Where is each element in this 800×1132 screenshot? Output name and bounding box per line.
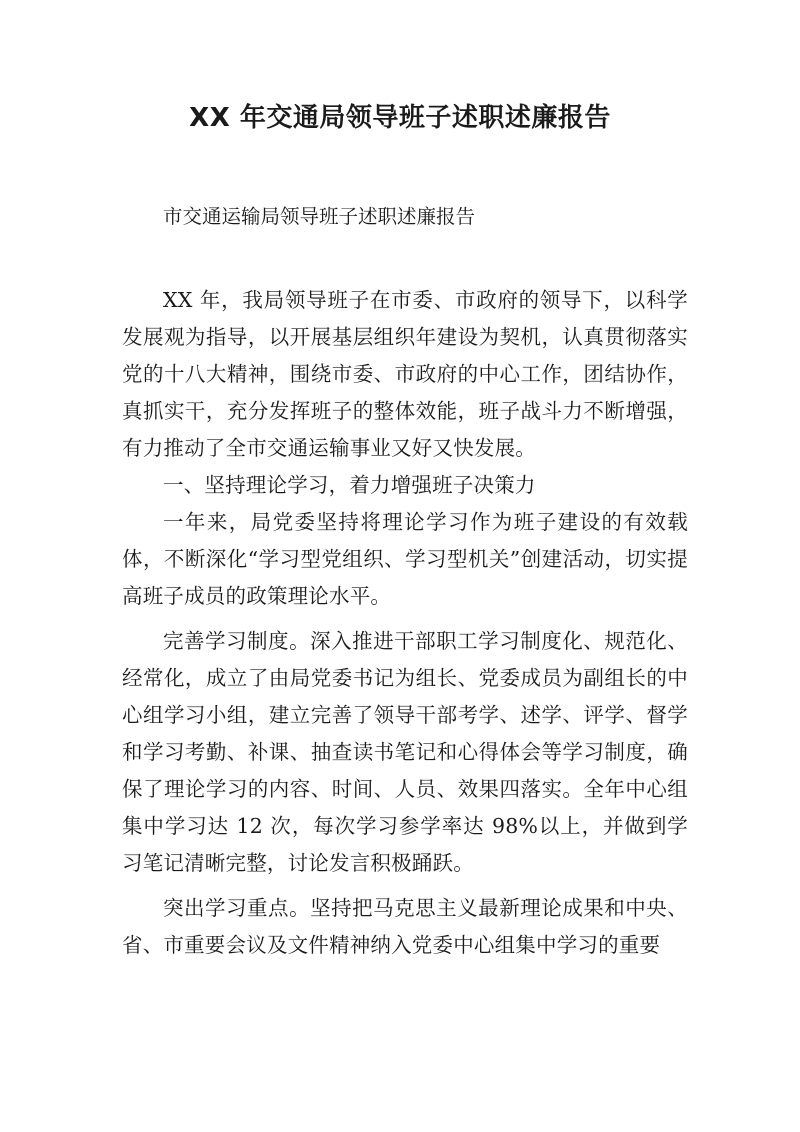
section-heading-1: 一、坚持理论学习，着力增强班子决策力 xyxy=(163,473,536,497)
paragraph-section-1-intro: 一年来，局党委坚持将理论学习作为班子建设的有效载体，不断深化“学习型党组织、学习型机关”创建活动，切实提高班子成员的政策理论水平。 xyxy=(122,510,688,608)
paragraph-study-system: 完善学习制度。深入推进干部职工学习制度化、规范化、经常化，成立了由局党委书记为组长、党委成员为副组长的中心组学习小组，建立完善了领导干部考学、述学、评学、督学和学习考勤、补课、抽查读书笔记和心得体会等学习制度，确保了理论学习的内容、时间、人员、效果四落实。全年中心组集中学习达 12 次，每次学习参学率达 98%以上，并做到学习笔记清晰完整，讨论发言积极踊跃。 xyxy=(122,629,688,875)
document-title: XX 年交通局领导班子述职述廉报告 xyxy=(189,103,611,133)
paragraph-study-focus: 突出学习重点。坚持把马克思主义最新理论成果和中央、省、市重要会议及文件精神纳入党委中心组集中学习的重要 xyxy=(122,896,688,957)
document-subtitle: 市交通运输局领导班子述职述廉报告 xyxy=(163,205,476,228)
paragraph-intro: XX 年，我局领导班子在市委、市政府的领导下，以科学发展观为指导，以开展基层组织年建设为契机，认真贯彻落实党的十八大精神，围绕市委、市政府的中心工作，团结协作，真抓实干，充分发挥班子的整体效能，班子战斗力不断增强，有力推动了全市交通运输事业又好又快发展。 xyxy=(122,288,688,460)
document-body xyxy=(122,282,688,964)
